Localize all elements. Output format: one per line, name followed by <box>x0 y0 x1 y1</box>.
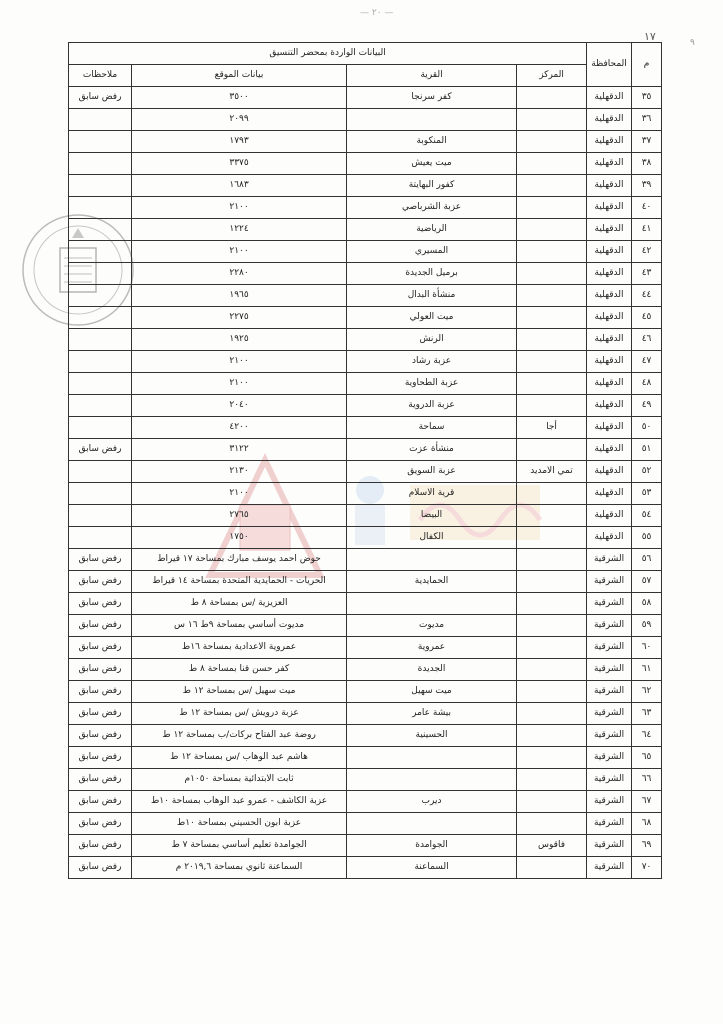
notes-cell <box>69 175 132 197</box>
area-data-cell: ٢١٠٠ <box>132 197 347 219</box>
village-cell: سماحة <box>347 417 517 439</box>
area-data-cell: ٢٢٧٥ <box>132 307 347 329</box>
area-data-cell: ١٩٢٥ <box>132 329 347 351</box>
notes-cell: رفض سابق <box>69 681 132 703</box>
table-row <box>69 197 662 219</box>
village-cell <box>347 769 517 791</box>
village-cell: منشأة عزت <box>347 439 517 461</box>
notes-cell <box>69 329 132 351</box>
village-cell: ديرب <box>347 791 517 813</box>
governorate-cell: الدقهلية <box>587 329 632 351</box>
header-village: القرية <box>347 65 517 87</box>
village-cell: السماعنة <box>347 857 517 879</box>
table-row <box>69 395 662 417</box>
notes-cell: رفض سابق <box>69 835 132 857</box>
table-row <box>69 549 662 571</box>
governorate-cell: الشرقية <box>587 857 632 879</box>
center-cell <box>517 681 587 703</box>
center-cell <box>517 263 587 285</box>
area-data-cell: عزبة الكاشف - عمرو عبد الوهاب بمساحة ١٠ط <box>132 791 347 813</box>
governorate-cell: الشرقية <box>587 571 632 593</box>
table-row <box>69 615 662 637</box>
area-data-cell: ١٩٦٥ <box>132 285 347 307</box>
notes-cell: رفض سابق <box>69 857 132 879</box>
notes-cell <box>69 131 132 153</box>
notes-cell <box>69 527 132 549</box>
center-cell <box>517 527 587 549</box>
area-data-cell: حوض احمد يوسف مبارك بمساحة ١٧ قيراط <box>132 549 347 571</box>
notes-cell: رفض سابق <box>69 571 132 593</box>
village-cell <box>347 549 517 571</box>
area-data-cell: ٢٢٨٠ <box>132 263 347 285</box>
notes-cell: رفض سابق <box>69 659 132 681</box>
table-row <box>69 153 662 175</box>
table-row <box>69 373 662 395</box>
village-cell: قرية الاسلام <box>347 483 517 505</box>
notes-cell: رفض سابق <box>69 703 132 725</box>
village-cell: عزبة السويق <box>347 461 517 483</box>
governorate-cell: الدقهلية <box>587 417 632 439</box>
area-data-cell: ٢٠٩٩ <box>132 109 347 131</box>
area-data-cell: مديوت أساسي بمساحة ٩ط ١٦ س <box>132 615 347 637</box>
area-data-cell: ٣٣٧٥ <box>132 153 347 175</box>
notes-cell: رفض سابق <box>69 637 132 659</box>
row-number: ٤٧ <box>632 351 662 373</box>
table-row <box>69 703 662 725</box>
village-cell: الكفال <box>347 527 517 549</box>
area-data-cell: عزبة درويش /س بمساحة ١٢ ط <box>132 703 347 725</box>
area-data-cell: ١٦٨٣ <box>132 175 347 197</box>
governorate-cell: الشرقية <box>587 637 632 659</box>
notes-cell <box>69 417 132 439</box>
center-cell <box>517 637 587 659</box>
notes-cell <box>69 461 132 483</box>
village-cell: برميل الجديدة <box>347 263 517 285</box>
governorate-cell: الشرقية <box>587 615 632 637</box>
table-row <box>69 681 662 703</box>
row-number: ٥٥ <box>632 527 662 549</box>
area-data-cell: ٢١٠٠ <box>132 241 347 263</box>
village-cell: البيضا <box>347 505 517 527</box>
center-cell: أجا <box>517 417 587 439</box>
center-cell <box>517 483 587 505</box>
governorate-cell: الدقهلية <box>587 527 632 549</box>
header-mark: — ٢٠ — <box>360 8 394 18</box>
governorate-cell: الشرقية <box>587 813 632 835</box>
table-row <box>69 593 662 615</box>
row-number: ٥٨ <box>632 593 662 615</box>
table-row <box>69 659 662 681</box>
area-data-cell: ٣٥٠٠ <box>132 87 347 109</box>
row-number: ٥٩ <box>632 615 662 637</box>
row-number: ٥٤ <box>632 505 662 527</box>
village-cell: كفر سرنجا <box>347 87 517 109</box>
area-data-cell: ٢١٠٠ <box>132 373 347 395</box>
village-cell: الحسينية <box>347 725 517 747</box>
center-cell <box>517 439 587 461</box>
notes-cell <box>69 263 132 285</box>
table-row <box>69 285 662 307</box>
village-cell: عزبة الدروية <box>347 395 517 417</box>
notes-cell <box>69 153 132 175</box>
area-data-cell: روضة عبد الفتاح بركات/ب بمساحة ١٢ ط <box>132 725 347 747</box>
area-data-cell: ميت سهيل /س بمساحة ١٢ ط <box>132 681 347 703</box>
notes-cell: رفض سابق <box>69 439 132 461</box>
table-row <box>69 175 662 197</box>
table-row <box>69 813 662 835</box>
notes-cell <box>69 197 132 219</box>
governorate-cell: الشرقية <box>587 769 632 791</box>
table-row <box>69 241 662 263</box>
table-row <box>69 461 662 483</box>
center-cell <box>517 197 587 219</box>
center-cell <box>517 329 587 351</box>
row-number: ٤٥ <box>632 307 662 329</box>
governorate-cell: الدقهلية <box>587 153 632 175</box>
area-data-cell: ٢٠٤٠ <box>132 395 347 417</box>
area-data-cell: العزيزية /س بمساحة ٨ ط <box>132 593 347 615</box>
center-cell <box>517 307 587 329</box>
row-number: ٦٦ <box>632 769 662 791</box>
center-cell <box>517 395 587 417</box>
village-cell <box>347 747 517 769</box>
row-number: ٣٥ <box>632 87 662 109</box>
row-number: ٥١ <box>632 439 662 461</box>
notes-cell <box>69 395 132 417</box>
row-number: ٦٣ <box>632 703 662 725</box>
center-cell <box>517 87 587 109</box>
center-cell <box>517 241 587 263</box>
notes-cell: رفض سابق <box>69 791 132 813</box>
notes-cell <box>69 109 132 131</box>
row-number: ٥٠ <box>632 417 662 439</box>
center-cell <box>517 505 587 527</box>
page-number: ١٧ <box>644 30 656 43</box>
notes-cell: رفض سابق <box>69 725 132 747</box>
center-cell <box>517 571 587 593</box>
center-cell <box>517 109 587 131</box>
center-cell <box>517 593 587 615</box>
table-row <box>69 263 662 285</box>
area-data-cell: عمروية الاعدادية بمساحة ١٦ط <box>132 637 347 659</box>
governorate-cell: الدقهلية <box>587 373 632 395</box>
center-cell <box>517 747 587 769</box>
notes-cell: رفض سابق <box>69 615 132 637</box>
row-number: ٥٧ <box>632 571 662 593</box>
village-cell: المسيري <box>347 241 517 263</box>
center-cell <box>517 615 587 637</box>
table-row <box>69 637 662 659</box>
coordination-data-table <box>68 42 662 879</box>
village-cell: الجديدة <box>347 659 517 681</box>
governorate-cell: الشرقية <box>587 725 632 747</box>
row-number: ٦٧ <box>632 791 662 813</box>
table-row <box>69 725 662 747</box>
notes-cell <box>69 373 132 395</box>
village-cell: مديوت <box>347 615 517 637</box>
governorate-cell: الشرقية <box>587 791 632 813</box>
notes-cell: رفض سابق <box>69 593 132 615</box>
row-number: ٣٩ <box>632 175 662 197</box>
governorate-cell: الدقهلية <box>587 505 632 527</box>
governorate-cell: الشرقية <box>587 835 632 857</box>
governorate-cell: الشرقية <box>587 747 632 769</box>
area-data-cell: ٢١٠٠ <box>132 483 347 505</box>
village-cell: منشأة البدال <box>347 285 517 307</box>
header-center: المركز <box>517 65 587 87</box>
area-data-cell: عزبة ابون الحسيني بمساحة ١٠ط <box>132 813 347 835</box>
governorate-cell: الدقهلية <box>587 439 632 461</box>
row-number: ٣٦ <box>632 109 662 131</box>
village-cell: عزبة الشرباصي <box>347 197 517 219</box>
area-data-cell: كفر حسن قنا بمساحة ٨ ط <box>132 659 347 681</box>
area-data-cell: ١٧٩٣ <box>132 131 347 153</box>
center-cell <box>517 219 587 241</box>
governorate-cell: الشرقية <box>587 703 632 725</box>
row-number: ٤٢ <box>632 241 662 263</box>
area-data-cell: الجوامدة تعليم أساسي بمساحة ٧ ط <box>132 835 347 857</box>
notes-cell: رفض سابق <box>69 87 132 109</box>
area-data-cell: ٣١٢٢ <box>132 439 347 461</box>
table-row <box>69 483 662 505</box>
governorate-cell: الدقهلية <box>587 461 632 483</box>
table-row <box>69 307 662 329</box>
governorate-cell: الدقهلية <box>587 263 632 285</box>
row-number: ٦٠ <box>632 637 662 659</box>
center-cell <box>517 285 587 307</box>
center-cell <box>517 153 587 175</box>
governorate-cell: الدقهلية <box>587 395 632 417</box>
area-data-cell: ٤٢٠٠ <box>132 417 347 439</box>
center-cell <box>517 373 587 395</box>
village-cell: الجوامدة <box>347 835 517 857</box>
area-data-cell: الحريات - الحمايدية المتحدة بمساحة ١٤ قيراط <box>132 571 347 593</box>
row-number: ٤٨ <box>632 373 662 395</box>
row-number: ٣٧ <box>632 131 662 153</box>
header-notes: ملاحظات <box>69 65 132 87</box>
village-cell: عزبة الطحاوية <box>347 373 517 395</box>
village-cell <box>347 593 517 615</box>
governorate-cell: الدقهلية <box>587 219 632 241</box>
row-number: ٣٨ <box>632 153 662 175</box>
row-number: ٤٦ <box>632 329 662 351</box>
village-cell: المنكوبة <box>347 131 517 153</box>
center-cell <box>517 813 587 835</box>
table-row <box>69 417 662 439</box>
row-number: ٤٠ <box>632 197 662 219</box>
village-cell: ميت سهيل <box>347 681 517 703</box>
governorate-cell: الشرقية <box>587 593 632 615</box>
area-data-cell: ٢٧٦٥ <box>132 505 347 527</box>
center-cell <box>517 769 587 791</box>
center-cell: فاقوس <box>517 835 587 857</box>
notes-cell <box>69 351 132 373</box>
row-number: ٦٥ <box>632 747 662 769</box>
center-cell <box>517 175 587 197</box>
table-body <box>69 87 662 879</box>
row-number: ٦٩ <box>632 835 662 857</box>
governorate-cell: الدقهلية <box>587 109 632 131</box>
village-cell <box>347 813 517 835</box>
governorate-cell: الشرقية <box>587 549 632 571</box>
center-cell <box>517 791 587 813</box>
village-cell: كفور البهايتة <box>347 175 517 197</box>
village-cell: الحمايدية <box>347 571 517 593</box>
center-cell <box>517 131 587 153</box>
row-number: ٧٠ <box>632 857 662 879</box>
table-row <box>69 747 662 769</box>
area-data-cell: ١٧٥٠ <box>132 527 347 549</box>
table-row <box>69 791 662 813</box>
notes-cell: رفض سابق <box>69 813 132 835</box>
table-row <box>69 835 662 857</box>
notes-cell: رفض سابق <box>69 769 132 791</box>
row-number: ٤٣ <box>632 263 662 285</box>
row-number: ٤١ <box>632 219 662 241</box>
governorate-cell: الدقهلية <box>587 87 632 109</box>
table-row <box>69 527 662 549</box>
table-row <box>69 219 662 241</box>
table-row <box>69 131 662 153</box>
table-row <box>69 439 662 461</box>
village-cell: بيشة عامر <box>347 703 517 725</box>
row-number: ٥٦ <box>632 549 662 571</box>
governorate-cell: الدقهلية <box>587 131 632 153</box>
row-number: ٤٩ <box>632 395 662 417</box>
center-cell <box>517 725 587 747</box>
table-row <box>69 87 662 109</box>
table-row <box>69 329 662 351</box>
table-row <box>69 109 662 131</box>
village-cell: ميت يعيش <box>347 153 517 175</box>
area-data-cell: هاشم عبد الوهاب /س بمساحة ١٢ ط <box>132 747 347 769</box>
row-number: ٥٣ <box>632 483 662 505</box>
row-number: ٦٤ <box>632 725 662 747</box>
table-row <box>69 571 662 593</box>
header-group-title: البيانات الواردة بمحضر التنسيق <box>69 43 587 65</box>
area-data-cell: ثابت الابتدائية بمساحة ١٠٥٠م <box>132 769 347 791</box>
village-cell <box>347 109 517 131</box>
governorate-cell: الدقهلية <box>587 483 632 505</box>
header-num: م <box>632 43 662 87</box>
row-number: ٦٢ <box>632 681 662 703</box>
notes-cell <box>69 307 132 329</box>
governorate-cell: الدقهلية <box>587 241 632 263</box>
governorate-cell: الشرقية <box>587 659 632 681</box>
table-row <box>69 769 662 791</box>
center-cell <box>517 703 587 725</box>
governorate-cell: الدقهلية <box>587 285 632 307</box>
village-cell: عمروية <box>347 637 517 659</box>
governorate-cell: الدقهلية <box>587 351 632 373</box>
center-cell <box>517 549 587 571</box>
area-data-cell: السماعنة ثانوي بمساحة ٢٠١٩,٦ م <box>132 857 347 879</box>
area-data-cell: ١٢٢٤ <box>132 219 347 241</box>
header-governorate: المحافظة <box>587 43 632 87</box>
center-cell: تمي الامديد <box>517 461 587 483</box>
header-area-data: بيانات الموقع <box>132 65 347 87</box>
village-cell: الرنش <box>347 329 517 351</box>
notes-cell: رفض سابق <box>69 747 132 769</box>
governorate-cell: الدقهلية <box>587 175 632 197</box>
area-data-cell: ٢١٠٠ <box>132 351 347 373</box>
village-cell: ميت العولي <box>347 307 517 329</box>
village-cell: عزبة رشاد <box>347 351 517 373</box>
area-data-cell: ٢١٣٠ <box>132 461 347 483</box>
governorate-cell: الدقهلية <box>587 197 632 219</box>
table-row <box>69 351 662 373</box>
notes-cell <box>69 483 132 505</box>
center-cell <box>517 351 587 373</box>
governorate-cell: الدقهلية <box>587 307 632 329</box>
table-row <box>69 857 662 879</box>
notes-cell: رفض سابق <box>69 549 132 571</box>
row-number: ٦١ <box>632 659 662 681</box>
row-number: ٤٤ <box>632 285 662 307</box>
row-number: ٥٢ <box>632 461 662 483</box>
notes-cell <box>69 285 132 307</box>
notes-cell <box>69 219 132 241</box>
corner-mark: ٩ <box>690 38 695 48</box>
row-number: ٦٨ <box>632 813 662 835</box>
village-cell: الرياضية <box>347 219 517 241</box>
notes-cell <box>69 505 132 527</box>
center-cell <box>517 857 587 879</box>
governorate-cell: الشرقية <box>587 681 632 703</box>
center-cell <box>517 659 587 681</box>
table-row <box>69 505 662 527</box>
notes-cell <box>69 241 132 263</box>
